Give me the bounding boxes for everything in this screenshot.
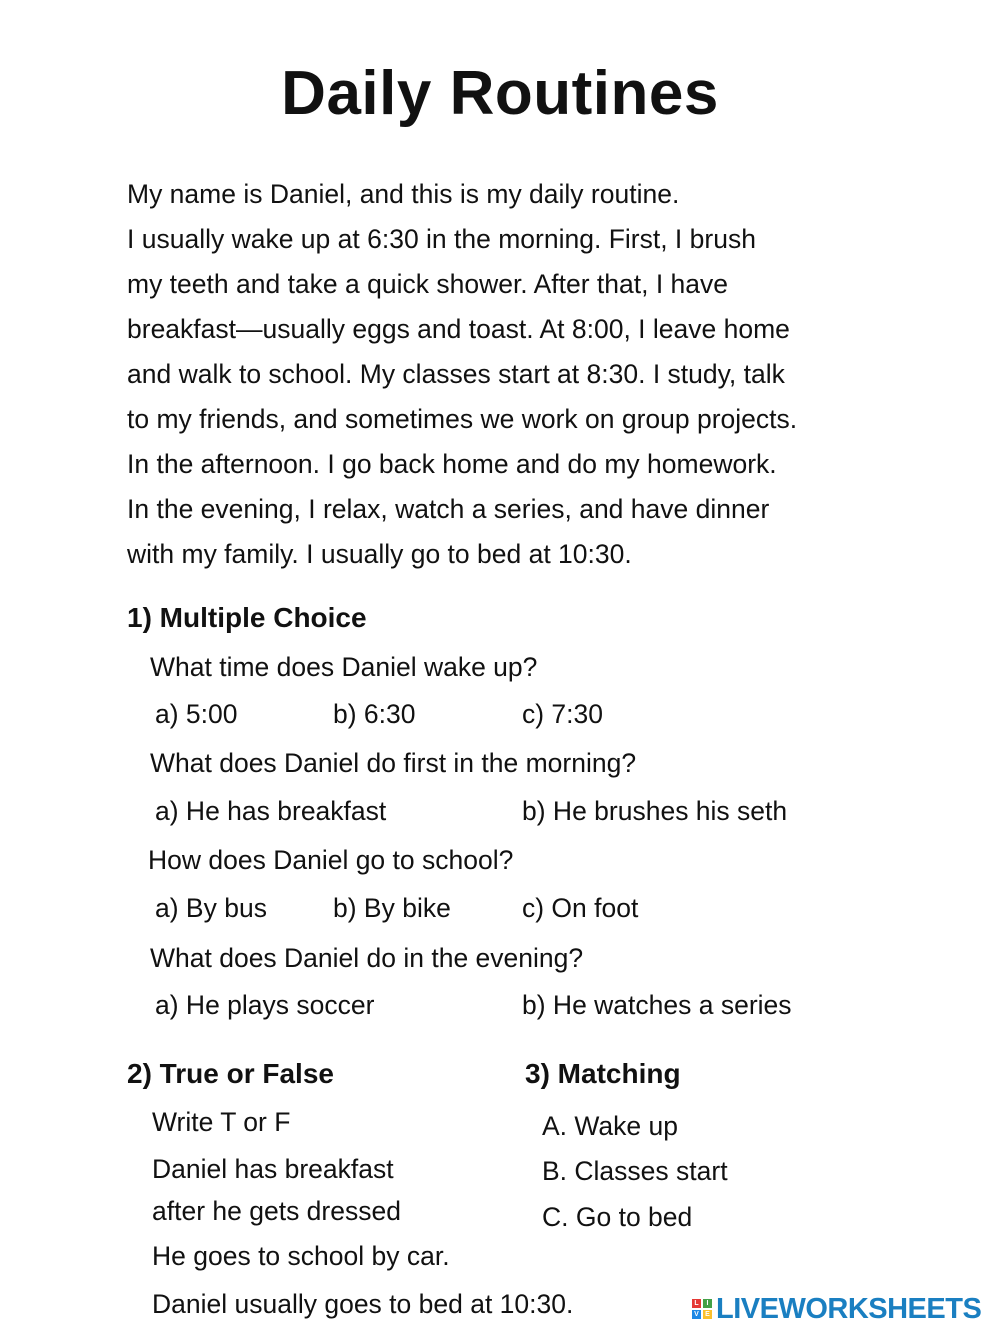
logo-grid-icon — [692, 1299, 712, 1319]
true-false-statement: Daniel has breakfast — [152, 1154, 394, 1184]
logo-grid-cell: V — [692, 1310, 701, 1319]
q4-option-b[interactable]: b) He watches a series — [522, 990, 792, 1020]
question-1: What time does Daniel wake up? — [150, 652, 538, 682]
matching-heading: 3) Matching — [525, 1058, 681, 1089]
logo-grid-cell: E — [703, 1310, 712, 1319]
passage-line: I usually wake up at 6:30 in the morning. First, I brush — [127, 224, 756, 254]
true-false-heading: 2) True or False — [127, 1058, 334, 1089]
q1-option-c[interactable]: c) 7:30 — [522, 699, 604, 729]
passage-line: with my family. I usually go to bed at 10:30. — [127, 539, 632, 569]
true-false-instruction: Write T or F — [152, 1107, 291, 1137]
passage-line: to my friends, and sometimes we work on group projects. — [127, 404, 798, 434]
logo-text: LIVEWORKSHEETS — [716, 1292, 982, 1325]
question-4: What does Daniel do in the evening? — [150, 943, 584, 973]
matching-item[interactable]: A. Wake up — [542, 1111, 678, 1141]
passage-line: my teeth and take a quick shower. After that, I have — [127, 269, 729, 299]
page-title: Daily Routines — [281, 59, 719, 128]
passage-line: My name is Daniel, and this is my daily routine. — [127, 179, 680, 209]
q3-option-a[interactable]: a) By bus — [155, 893, 267, 923]
q4-option-a[interactable]: a) He plays soccer — [155, 990, 375, 1020]
logo-grid-cell: I — [703, 1299, 712, 1308]
passage-line: In the evening, I relax, watch a series, and have dinner — [127, 494, 770, 524]
reading-passage — [127, 172, 927, 577]
true-false-statement: He goes to school by car. — [152, 1241, 450, 1271]
question-2: What does Daniel do first in the morning? — [150, 748, 637, 778]
matching-item[interactable]: B. Classes start — [542, 1156, 728, 1186]
q2-option-b[interactable]: b) He brushes his seth — [522, 796, 788, 826]
multiple-choice-heading: 1) Multiple Choice — [127, 602, 367, 633]
liveworksheets-logo — [692, 1292, 981, 1326]
matching-item[interactable]: C. Go to bed — [542, 1202, 693, 1232]
passage-line: breakfast—usually eggs and toast. At 8:00, I leave home — [127, 314, 790, 344]
q1-option-b[interactable]: b) 6:30 — [333, 699, 416, 729]
q3-option-c[interactable]: c) On foot — [522, 893, 639, 923]
question-3: How does Daniel go to school? — [148, 845, 514, 875]
q1-option-a[interactable]: a) 5:00 — [155, 699, 238, 729]
true-false-statement: after he gets dressed — [152, 1196, 401, 1226]
q3-option-b[interactable]: b) By bike — [333, 893, 451, 923]
q2-option-a[interactable]: a) He has breakfast — [155, 796, 387, 826]
true-false-statement: Daniel usually goes to bed at 10:30. — [152, 1289, 574, 1319]
passage-line: In the afternoon. I go back home and do my homework. — [127, 449, 777, 479]
logo-grid-cell: L — [692, 1299, 701, 1308]
passage-line: and walk to school. My classes start at 8:30. I study, talk — [127, 359, 785, 389]
